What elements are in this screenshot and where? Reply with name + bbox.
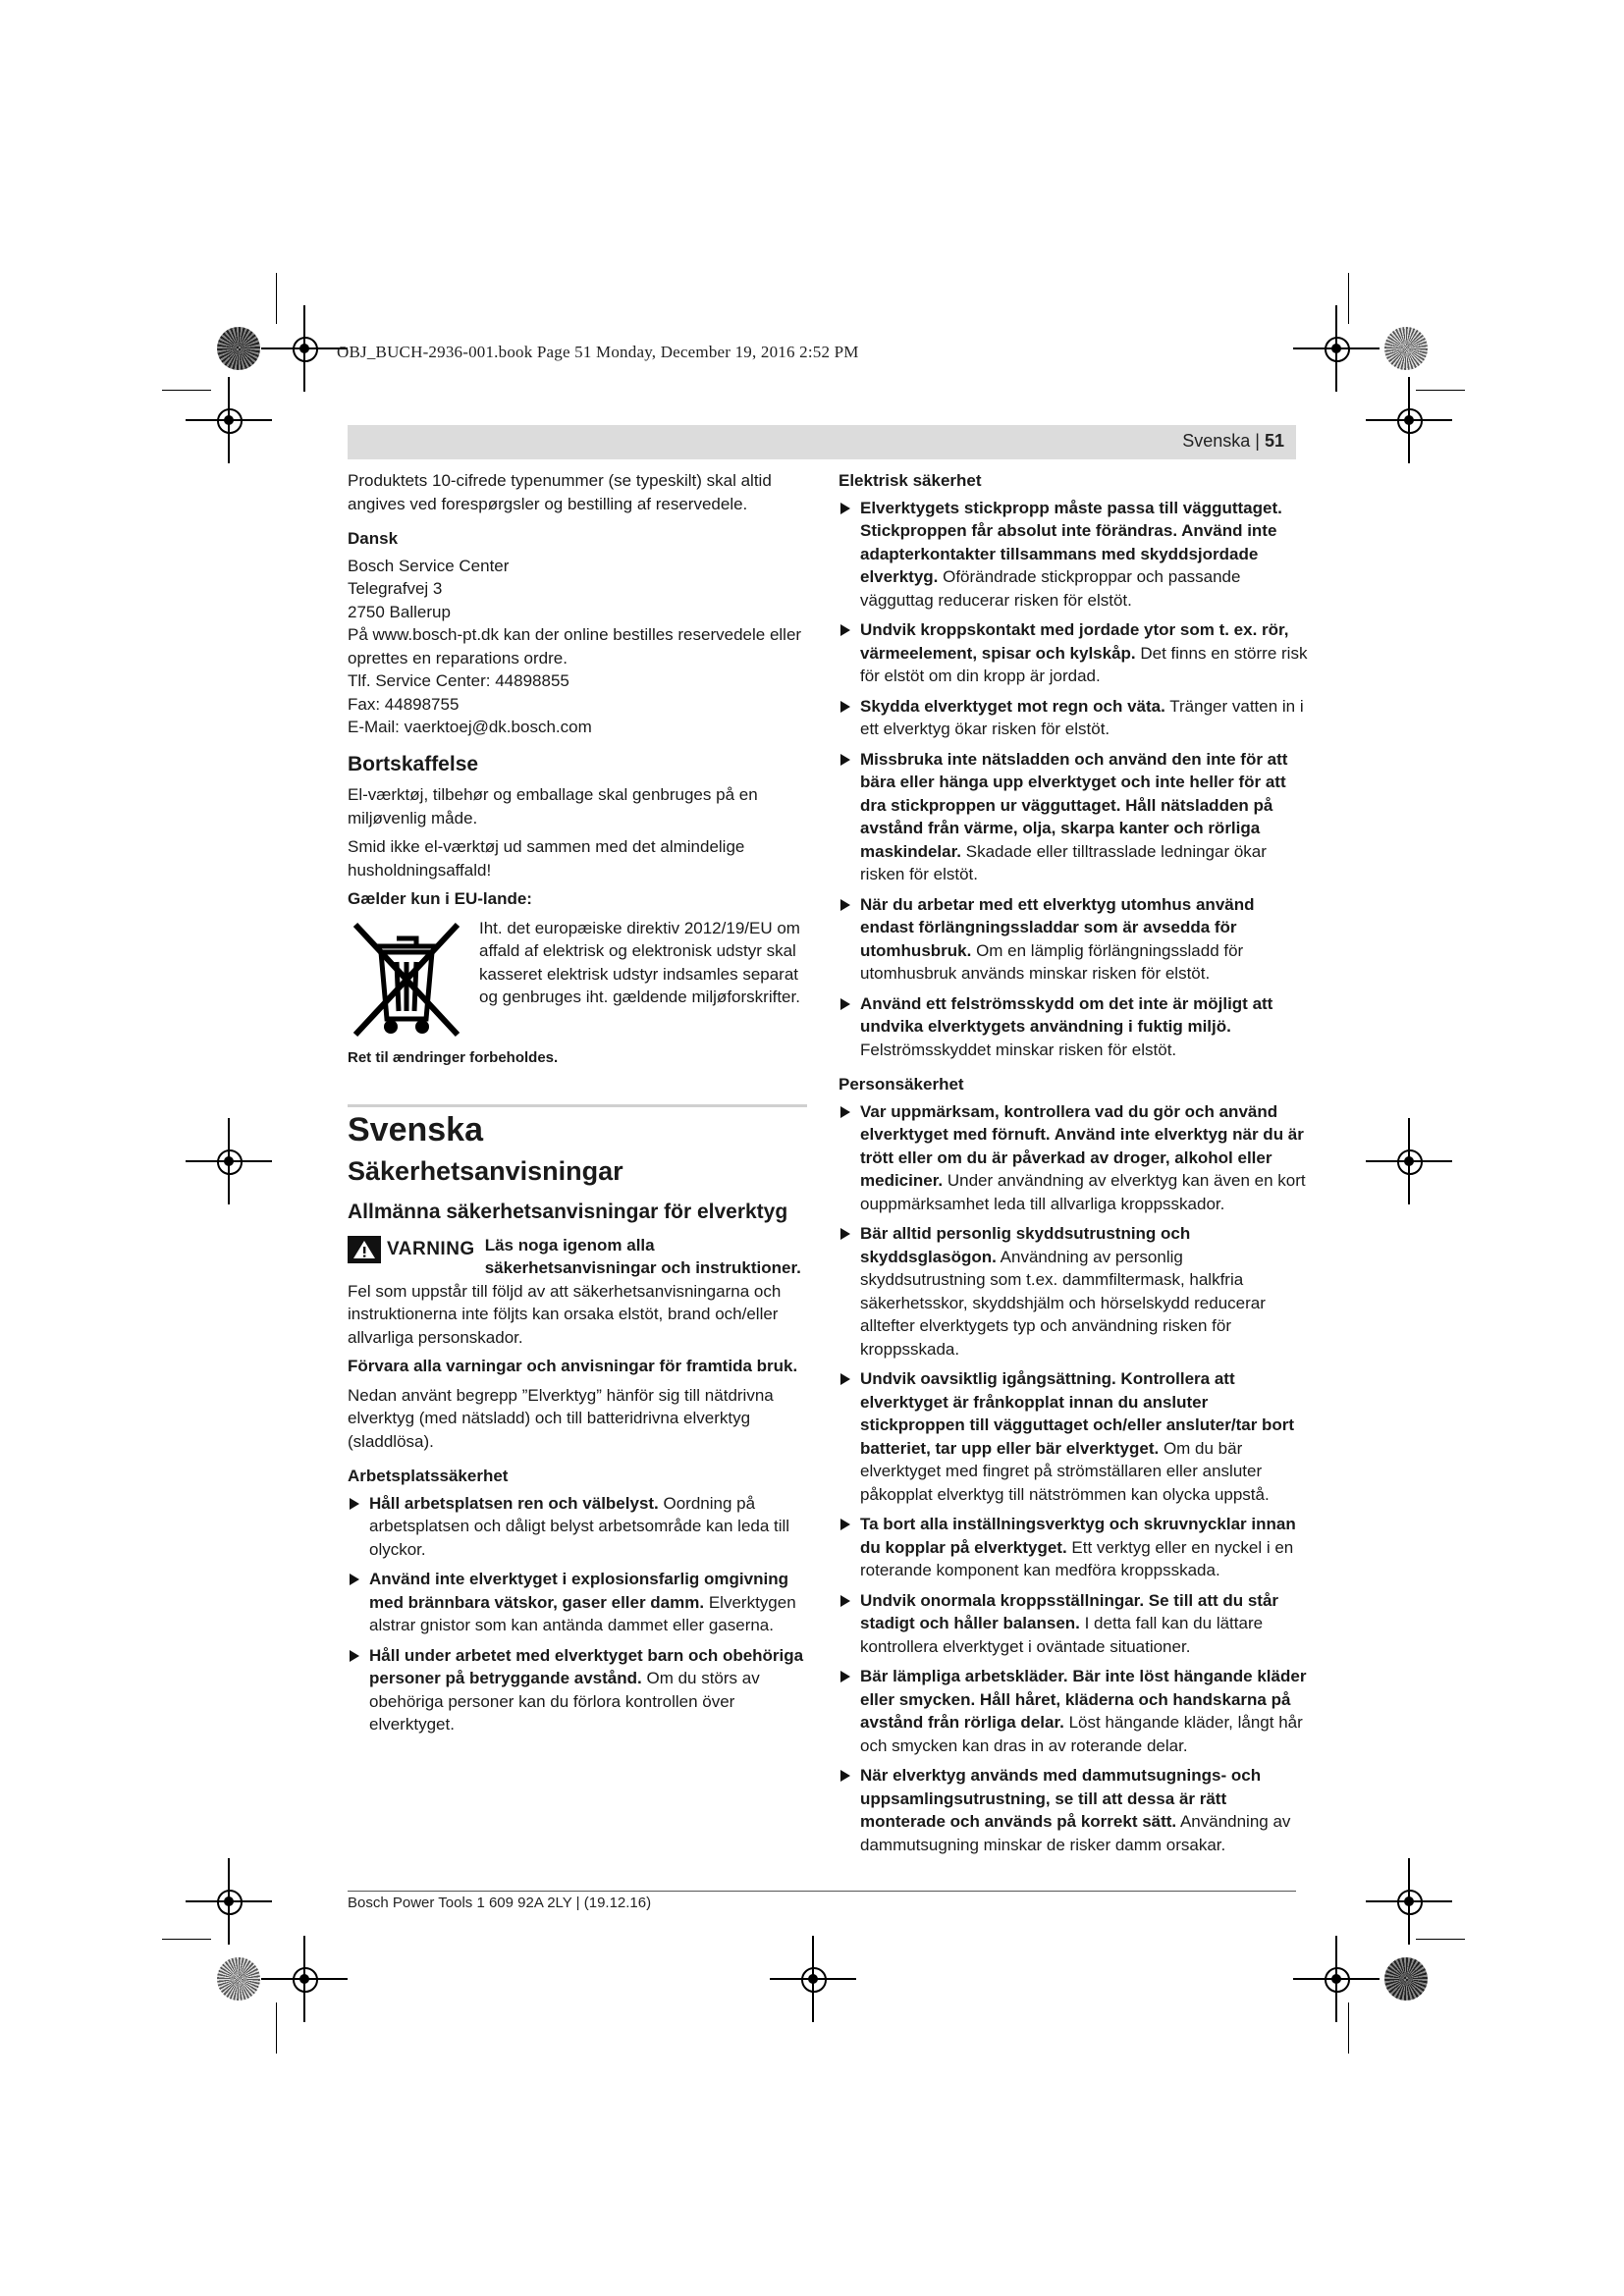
color-calibration-mark-icon <box>1384 327 1428 370</box>
disposal-paragraph: El-værktøj, tilbehør og emballage skal genbruges på en miljøvenlig måde. <box>348 785 758 828</box>
intro-paragraph: Produktets 10-cifrede typenummer (se typeskilt) skal altid angives ved forespørgsler og bestilling af reservedele. <box>348 471 772 513</box>
address-line: Bosch Service Center <box>348 556 510 575</box>
page-number: 51 <box>1264 431 1284 451</box>
registration-mark-icon <box>1391 1144 1427 1179</box>
list-item <box>839 1665 1310 1757</box>
safety-title: Säkerhetsanvisningar <box>348 1155 623 1186</box>
bullet-arrow-icon <box>840 1595 850 1607</box>
bortskaffelse-heading: Bortskaffelse <box>348 752 479 775</box>
list-item-text: Tränger vatten in i ett elverktyg ökar risken för elstöt. <box>860 696 1304 738</box>
eu-heading: Gælder kun i EU-lande: <box>348 889 532 908</box>
list-item-text: Det finns en större risk för elstöt om din kropp är jordad. <box>860 643 1308 685</box>
warning-text-rest: Fel som uppstår till följd av att säkerhetsanvisningarna och instruktionerna inte följts kan orsaka elstöt, brand och/eller allvarliga personskador. <box>348 1281 782 1347</box>
general-safety-title: Allmänna säkerhetsanvisningar för elverktyg <box>348 1201 788 1223</box>
electrical-safety-heading: Elektrisk säkerhet <box>839 471 982 490</box>
list-item <box>839 893 1310 986</box>
registration-mark-icon <box>211 402 246 438</box>
warning-triangle-icon <box>348 1236 381 1263</box>
address-line: E-Mail: vaerktoej@dk.bosch.com <box>348 718 592 736</box>
registration-mark-icon <box>211 1884 246 1919</box>
list-item-bold: Håll arbetsplatsen ren och välbelyst. <box>369 1493 659 1513</box>
list-item <box>839 497 1310 613</box>
definition-paragraph: Nedan använt begrepp ”Elverktyg” hänför sig till nätdrivna elverktyg (med nätsladd) och till batteridrivna elverktyg (sladdlösa). <box>348 1385 774 1451</box>
page-footer: Bosch Power Tools 1 609 92A 2LY | (19.12.16) <box>348 1895 652 1911</box>
registration-mark-icon <box>1319 331 1354 366</box>
work-area-heading: Arbetsplatssäkerhet <box>348 1467 509 1485</box>
list-item <box>839 992 1310 1062</box>
page-header <box>348 425 1296 459</box>
list-item-bold: Undvik oavsiktlig igångsättning. Kontrollera att elverktyget är frånkopplat innan du ansluter stickproppen till vägguttaget och/eller ansluter/tar bort batteriet, tar upp eller bär elverktyget. <box>860 1369 1295 1458</box>
section-divider <box>348 1104 807 1107</box>
list-item-text: Ett verktyg eller en nyckel i en roterande komponent kan medföra kroppsskada. <box>860 1537 1294 1579</box>
list-item <box>839 1764 1310 1856</box>
bullet-arrow-icon <box>840 899 850 911</box>
header-separator: | <box>1250 431 1265 451</box>
list-item <box>839 1589 1310 1659</box>
crop-line <box>1348 2002 1349 2054</box>
list-item-text: Användning av dammutsugning minskar de risker damm orsakar. <box>860 1812 1291 1854</box>
list-item-text: Användning av personlig skyddsutrustning som t.ex. dammfiltermask, halkfria säkerhetsskor, skyddshjälm och hörselskydd reducerar alltefter elverktygets typ och användning risken för kroppsskada. <box>860 1247 1266 1359</box>
address-line: På www.bosch-pt.dk kan der online bestilles reservedele eller oprettes en reparations ordre. <box>348 625 802 667</box>
crop-line <box>162 1939 211 1940</box>
list-item-text: Elverktygen alstrar gnistor som kan antända dammet eller gaserna. <box>369 1592 796 1634</box>
page-header-label <box>1182 431 1284 452</box>
eu-directive-text: Iht. det europæiske direktiv 2012/19/EU om affald af elektrisk og elektronisk udstyr skal kasseret elektrisk udstyr indsamles separat og genbruges iht. gældende miljøforskrifter. <box>479 918 800 1006</box>
warning-block <box>348 1234 807 1350</box>
list-item-text: Löst hängande kläder, långt hår och smycken kan dras in av roterande delar. <box>860 1713 1303 1755</box>
list-item-bold: Undvik kroppskontakt med jordade ytor som t. ex. rör, värmeelement, spisar och kylskåp. <box>860 620 1289 663</box>
header-language: Svenska <box>1182 431 1251 451</box>
bullet-arrow-icon <box>840 701 850 713</box>
color-calibration-mark-icon <box>217 1957 260 2001</box>
bullet-arrow-icon <box>840 1770 850 1782</box>
bullet-arrow-icon <box>840 754 850 766</box>
registration-mark-icon <box>795 1961 831 1997</box>
list-item-bold: Bär lämpliga arbetskläder. Bär inte löst hängande kläder eller smycken. Håll håret, kläderna och handskarna på avstånd från rörliga delar. <box>860 1667 1307 1732</box>
list-item <box>348 1492 807 1562</box>
list-item-bold: När du arbetar med ett elverktyg utomhus använd endast förlängningssladdar som är avsedda för utomhusbruk. <box>860 894 1255 960</box>
list-item-bold: Ta bort alla inställningsverktyg och skruvnycklar innan du kopplar på elverktyget. <box>860 1515 1296 1557</box>
list-item <box>839 1100 1310 1216</box>
list-item-text: Om du bär elverktyget med fingret på strömställaren eller ansluter påkopplat elverktyg till nätströmmen kan olycka uppstå. <box>860 1438 1270 1504</box>
color-calibration-mark-icon <box>1384 1957 1428 2001</box>
print-slug: OBJ_BUCH-2936-001.book Page 51 Monday, December 19, 2016 2:52 PM <box>337 343 859 361</box>
bullet-arrow-icon <box>840 1519 850 1530</box>
registration-mark-icon <box>287 1961 322 1997</box>
personal-safety-heading: Personsäkerhet <box>839 1075 964 1094</box>
registration-mark-icon <box>211 1144 246 1179</box>
list-item-bold: Håll under arbetet med elverktyget barn och obehöriga personer på betryggande avstånd. <box>369 1645 804 1687</box>
list-item <box>839 618 1310 688</box>
changes-note: Ret til ændringer forbeholdes. <box>348 1048 559 1066</box>
list-item-text: Om du störs av obehöriga personer kan du förlora kontrollen över elverktyget. <box>369 1669 760 1734</box>
right-column <box>839 469 1310 1863</box>
footer-divider <box>348 1891 1296 1892</box>
list-item-bold: När elverktyg används med dammutsugnings- och uppsamlingsutrustning, se till att dessa är rätt monterade och används på korrekt sätt. <box>860 1766 1262 1831</box>
crop-line <box>276 273 277 324</box>
registration-mark-icon <box>1319 1961 1354 1997</box>
bullet-arrow-icon <box>840 1228 850 1240</box>
crop-line <box>1416 390 1465 391</box>
disposal-paragraph: Smid ikke el-værktøj ud sammen med det almindelige husholdningsaffald! <box>348 837 745 880</box>
list-item-text: Skadade eller tilltrasslade ledningar ökar risken för elstöt. <box>860 841 1267 883</box>
crossed-out-bin-icon <box>348 917 465 1042</box>
bullet-arrow-icon <box>840 1373 850 1385</box>
list-item-bold: Var uppmärksam, kontrollera vad du gör och använd elverktyget med förnuft. Använd inte elverktyg när du är trött eller om du är påverkad av droger, alkohol eller mediciner. <box>860 1101 1304 1190</box>
crop-line <box>162 390 211 391</box>
list-item <box>839 1222 1310 1361</box>
list-item-text: I detta fall kan du lättare kontrollera elverktyget i oväntade situationer. <box>860 1614 1264 1656</box>
bullet-arrow-icon <box>840 1106 850 1118</box>
dansk-heading: Dansk <box>348 529 399 548</box>
list-item <box>348 1644 807 1736</box>
list-item-text: Om en lämplig förlängningssladd för utomhusbruk används minskar risken för elstöt. <box>860 940 1244 983</box>
list-item-bold: Använd ett felströmsskydd om det inte är möjligt att undvika elverktygets användning i fuktig miljö. <box>860 993 1273 1036</box>
bullet-arrow-icon <box>350 1574 359 1585</box>
list-item-bold: Skydda elverktyget mot regn och väta. <box>860 696 1165 716</box>
address-line: 2750 Ballerup <box>348 602 451 621</box>
address-line: Fax: 44898755 <box>348 694 460 714</box>
address-line: Telegrafvej 3 <box>348 579 443 598</box>
address-line: Tlf. Service Center: 44898855 <box>348 671 569 690</box>
bullet-arrow-icon <box>840 503 850 514</box>
list-item <box>839 1367 1310 1506</box>
registration-mark-icon <box>287 331 322 366</box>
list-item-text: Oförändrade stickproppar och passande vägguttag reducerar risken för elstöt. <box>860 567 1241 610</box>
bullet-arrow-icon <box>350 1650 359 1662</box>
crop-line <box>1348 273 1349 324</box>
bullet-arrow-icon <box>350 1498 359 1510</box>
list-item <box>348 1568 807 1637</box>
warning-label: VARNING <box>387 1238 475 1259</box>
crop-line <box>1416 1939 1465 1940</box>
list-item-bold: Missbruka inte nätsladden och använd den inte för att bära eller hänga upp elverktyget och inte heller för att dra stickproppen ur vägguttaget. Håll nätsladden på avstånd från värme, olja, skarpa kanter och rörliga maskindelar. <box>860 749 1288 861</box>
left-column <box>348 469 807 1743</box>
list-item-bold: Elverktygets stickpropp måste passa till vägguttaget. Stickproppen får absolut inte förändras. Använd inte adapterkontakter tillsammans med skyddsjordade elverktyg. <box>860 498 1282 586</box>
warning-text-bold: Läs noga igenom alla säkerhetsanvisningar och instruktioner. <box>484 1235 801 1277</box>
weee-block <box>348 917 807 1042</box>
registration-mark-icon <box>1391 402 1427 438</box>
list-item-bold: Undvik onormala kroppsställningar. Se till att du står stadigt och håller balansen. <box>860 1590 1279 1632</box>
list-item-bold: Bär alltid personlig skyddsutrustning och skyddsglasögon. <box>860 1224 1191 1266</box>
list-item <box>839 695 1310 741</box>
keep-instructions: Förvara alla varningar och anvisningar för framtida bruk. <box>348 1357 798 1375</box>
list-item-text: Felströmsskyddet minskar risken för elstöt. <box>860 1040 1177 1059</box>
list-item <box>839 748 1310 886</box>
bullet-arrow-icon <box>840 998 850 1010</box>
list-item-bold: Använd inte elverktyget i explosionsfarlig omgivning med brännbara vätskor, gaser eller damm. <box>369 1570 788 1612</box>
address-block <box>348 555 807 739</box>
bullet-arrow-icon <box>840 624 850 636</box>
bullet-arrow-icon <box>840 1671 850 1682</box>
list-item-text: Oordning på arbetsplatsen och dåligt belyst arbetsområde kan leda till olyckor. <box>369 1493 790 1559</box>
crop-line <box>276 2002 277 2054</box>
color-calibration-mark-icon <box>217 327 260 370</box>
registration-mark-icon <box>1391 1884 1427 1919</box>
list-item-text: Under användning av elverktyg kan även en kort ouppmärksamhet leda till allvarliga kroppsskador. <box>860 1171 1306 1213</box>
warning-badge <box>348 1236 475 1263</box>
list-item <box>839 1513 1310 1582</box>
language-title: Svenska <box>348 1111 483 1148</box>
